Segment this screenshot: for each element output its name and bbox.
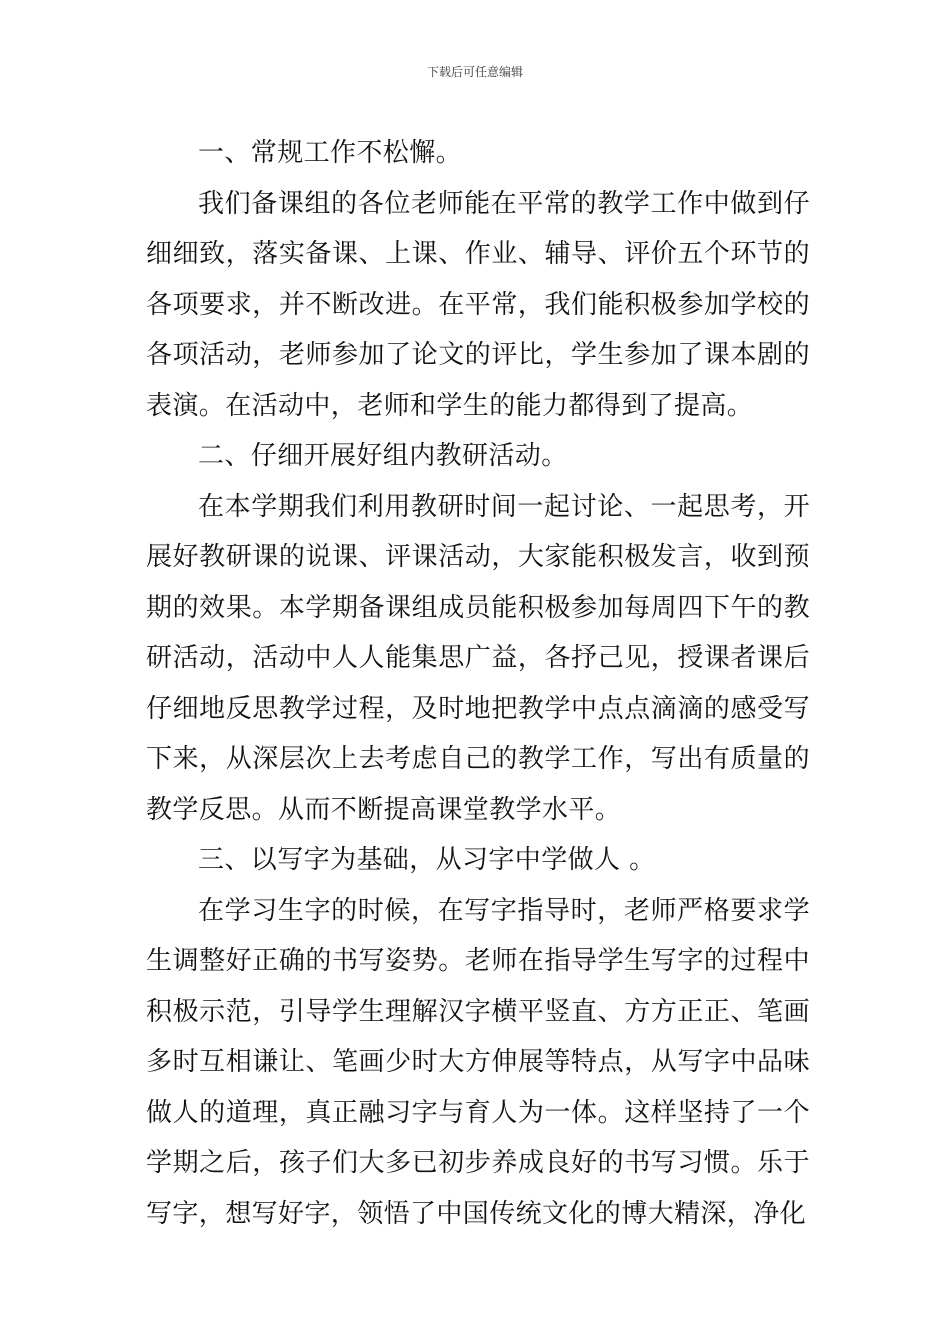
document-body bbox=[146, 128, 810, 1239]
section-heading-3: 三、以写字为基础，从习字中学做人 。 bbox=[198, 845, 656, 875]
paragraph-3: 在学习生字的时候，在写字指导时，老师严格要求学生调整好正确的书写姿势。老师在指导学生写字的过程中积极示范，引导学生理解汉字横平竖直、方方正正、笔画多时互相谦让、笔画少时大方伸展等特点，从写字中品味做人的道理，真正融习字与育人为一体。这样坚持了一个学期之后，孩子们大多已初步养成良好的书写习惯。乐于写字，想写好字，领悟了中国传统文化的博大精深，净化 bbox=[146, 895, 810, 1229]
paragraph-2: 在本学期我们利用教研时间一起讨论、一起思考，开展好教研课的说课、评课活动，大家能积极发言，收到预期的效果。本学期备课组成员能积极参加每周四下午的教研活动，活动中人人能集思广益，各抒己见，授课者课后仔细地反思教学过程，及时地把教学中点点滴滴的感受写下来，从深层次上去考虑自己的教学工作，写出有质量的教学反思。从而不断提高课堂教学水平。 bbox=[146, 491, 810, 825]
section-heading-2: 二、仔细开展好组内教研活动。 bbox=[198, 441, 568, 471]
page-header: 下载后可任意编辑 bbox=[426, 65, 523, 79]
paragraph-1: 我们备课组的各位老师能在平常的教学工作中做到仔细细致，落实备课、上课、作业、辅导、评价五个环节的各项要求，并不断改进。在平常，我们能积极参加学校的各项活动，老师参加了论文的评比，学生参加了课本剧的表演。在活动中，老师和学生的能力都得到了提高。 bbox=[146, 188, 810, 421]
section-heading-1: 一、常规工作不松懈。 bbox=[198, 138, 463, 168]
